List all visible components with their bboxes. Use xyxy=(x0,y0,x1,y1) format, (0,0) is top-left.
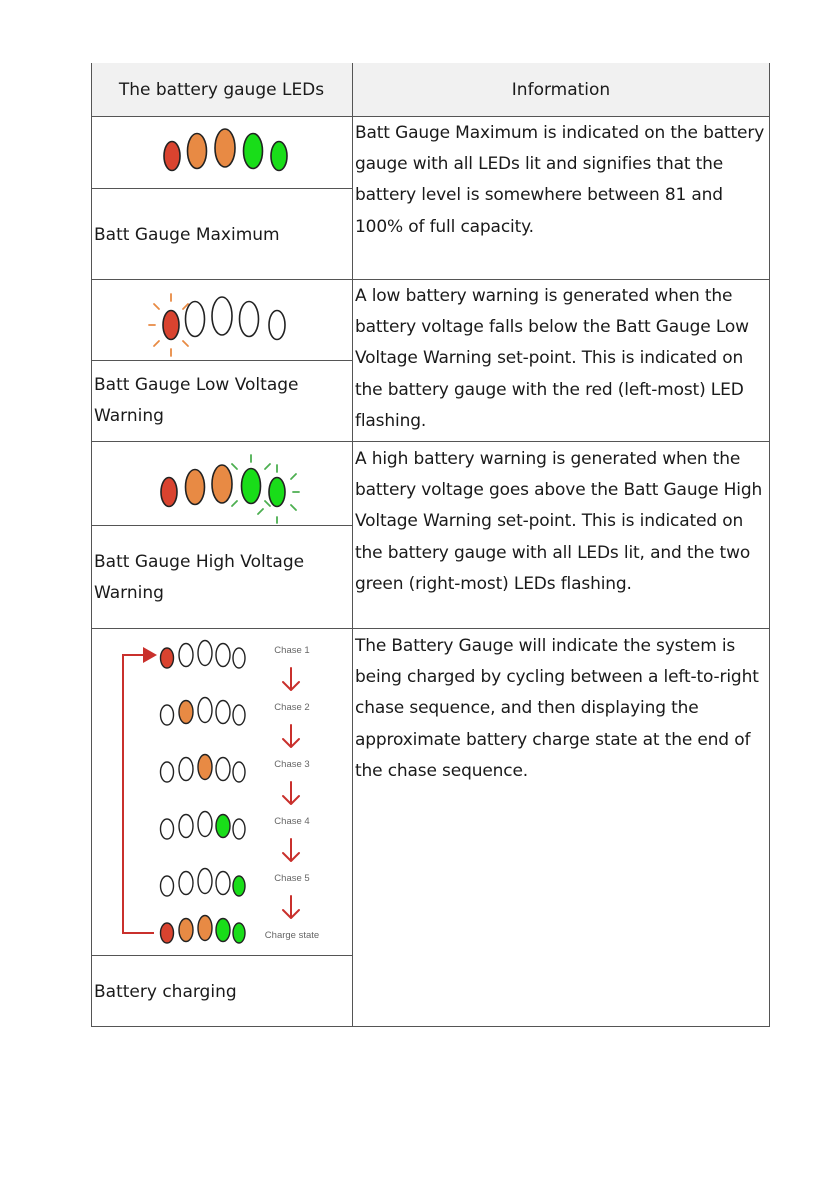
table-border-bottom xyxy=(91,1026,770,1027)
led-green xyxy=(271,142,287,171)
leds-high-voltage xyxy=(91,441,352,525)
led-off xyxy=(179,872,193,895)
led-red xyxy=(161,648,174,668)
row-info-maximum: Batt Gauge Maximum is indicated on the battery gauge with all LEDs lit and signifies that the battery level is somewhere between 81 and 100% of full capacity. xyxy=(355,123,765,237)
row-label-charging: Battery charging xyxy=(94,982,237,1002)
led-off xyxy=(161,819,174,839)
led-orange xyxy=(179,919,193,942)
row-label-high-voltage: Batt Gauge High Voltage Warning xyxy=(94,552,305,603)
led-off xyxy=(161,762,174,782)
chase-step-4 xyxy=(161,812,246,840)
row-info-charging: The Battery Gauge will indicate the system is being charged by cycling between a left-to-right chase sequence, and then displaying the approximate battery charge state at the end of the chase sequence. xyxy=(355,636,759,781)
loop-back-arrow xyxy=(123,655,154,933)
chase-label-4: Chase 4 xyxy=(274,816,310,827)
chase-step-2 xyxy=(161,698,246,726)
chase-label-1: Chase 1 xyxy=(274,645,310,656)
led-orange xyxy=(198,916,212,941)
led-off xyxy=(186,302,205,337)
table-border-left xyxy=(91,63,92,1027)
cell-divider xyxy=(91,955,352,956)
led-off xyxy=(179,815,193,838)
row-divider xyxy=(91,628,770,629)
table-column-divider xyxy=(352,63,353,1027)
row-divider xyxy=(91,441,770,442)
row-label-low-voltage: Batt Gauge Low Voltage Warning xyxy=(94,375,299,426)
led-off xyxy=(198,641,212,666)
chase-label-5: Chase 5 xyxy=(274,873,310,884)
chase-step-3 xyxy=(161,755,246,783)
led-off xyxy=(198,812,212,837)
cell-divider xyxy=(91,525,352,526)
led-off xyxy=(269,311,285,340)
battery-gauge-table xyxy=(91,63,770,1027)
led-off xyxy=(161,876,174,896)
row-label-maximum: Batt Gauge Maximum xyxy=(94,225,280,245)
cell-divider xyxy=(91,360,352,361)
row-divider xyxy=(91,279,770,280)
led-green xyxy=(233,923,245,943)
led-off xyxy=(216,758,230,781)
led-orange xyxy=(186,470,205,505)
row-info-high-voltage: A high battery warning is generated when the battery voltage goes above the Batt Gauge High Voltage Warning set-point. This is indicated on the battery gauge with all LEDs lit, and the two green (right-most) LEDs flashing. xyxy=(355,449,763,594)
table-border-right xyxy=(769,63,770,1027)
chase-sequence-diagram xyxy=(91,628,352,955)
led-off xyxy=(216,644,230,667)
chase-label-3: Chase 3 xyxy=(274,759,310,770)
led-off xyxy=(161,705,174,725)
led-off xyxy=(179,758,193,781)
led-green xyxy=(216,815,230,838)
leds-maximum xyxy=(91,116,352,189)
header-leds: The battery gauge LEDs xyxy=(91,63,352,116)
led-orange xyxy=(198,755,212,780)
led-green xyxy=(242,469,261,504)
chase-step-1 xyxy=(161,641,246,669)
led-orange xyxy=(179,701,193,724)
chase-label-charge-state: Charge state xyxy=(264,930,320,941)
led-green xyxy=(244,134,263,169)
leds-low-voltage xyxy=(91,279,352,360)
chase-label-2: Chase 2 xyxy=(274,702,310,713)
led-off xyxy=(216,872,230,895)
led-green xyxy=(216,919,230,942)
led-off xyxy=(198,698,212,723)
led-off xyxy=(233,705,245,725)
led-off xyxy=(212,297,232,335)
row-divider xyxy=(91,116,770,117)
led-off xyxy=(233,762,245,782)
led-off xyxy=(198,869,212,894)
led-red xyxy=(163,311,179,340)
led-red xyxy=(164,142,180,171)
led-orange xyxy=(212,465,232,503)
row-info-low-voltage: A low battery warning is generated when the battery voltage falls below the Batt Gauge Low Voltage Warning set-point. This is indicated on the battery gauge with the red (left-most) LED flashing. xyxy=(355,286,749,431)
cell-divider xyxy=(91,188,352,189)
chase-step-charge-state xyxy=(161,916,246,944)
led-off xyxy=(179,644,193,667)
header-information: Information xyxy=(352,63,770,116)
led-green xyxy=(269,478,285,507)
led-off xyxy=(233,648,245,668)
led-orange xyxy=(215,129,235,167)
led-orange xyxy=(188,134,207,169)
led-off xyxy=(233,819,245,839)
led-off xyxy=(240,302,259,337)
led-green xyxy=(233,876,245,896)
led-red xyxy=(161,478,177,507)
led-off xyxy=(216,701,230,724)
led-red xyxy=(161,923,174,943)
chase-step-5 xyxy=(161,869,246,897)
